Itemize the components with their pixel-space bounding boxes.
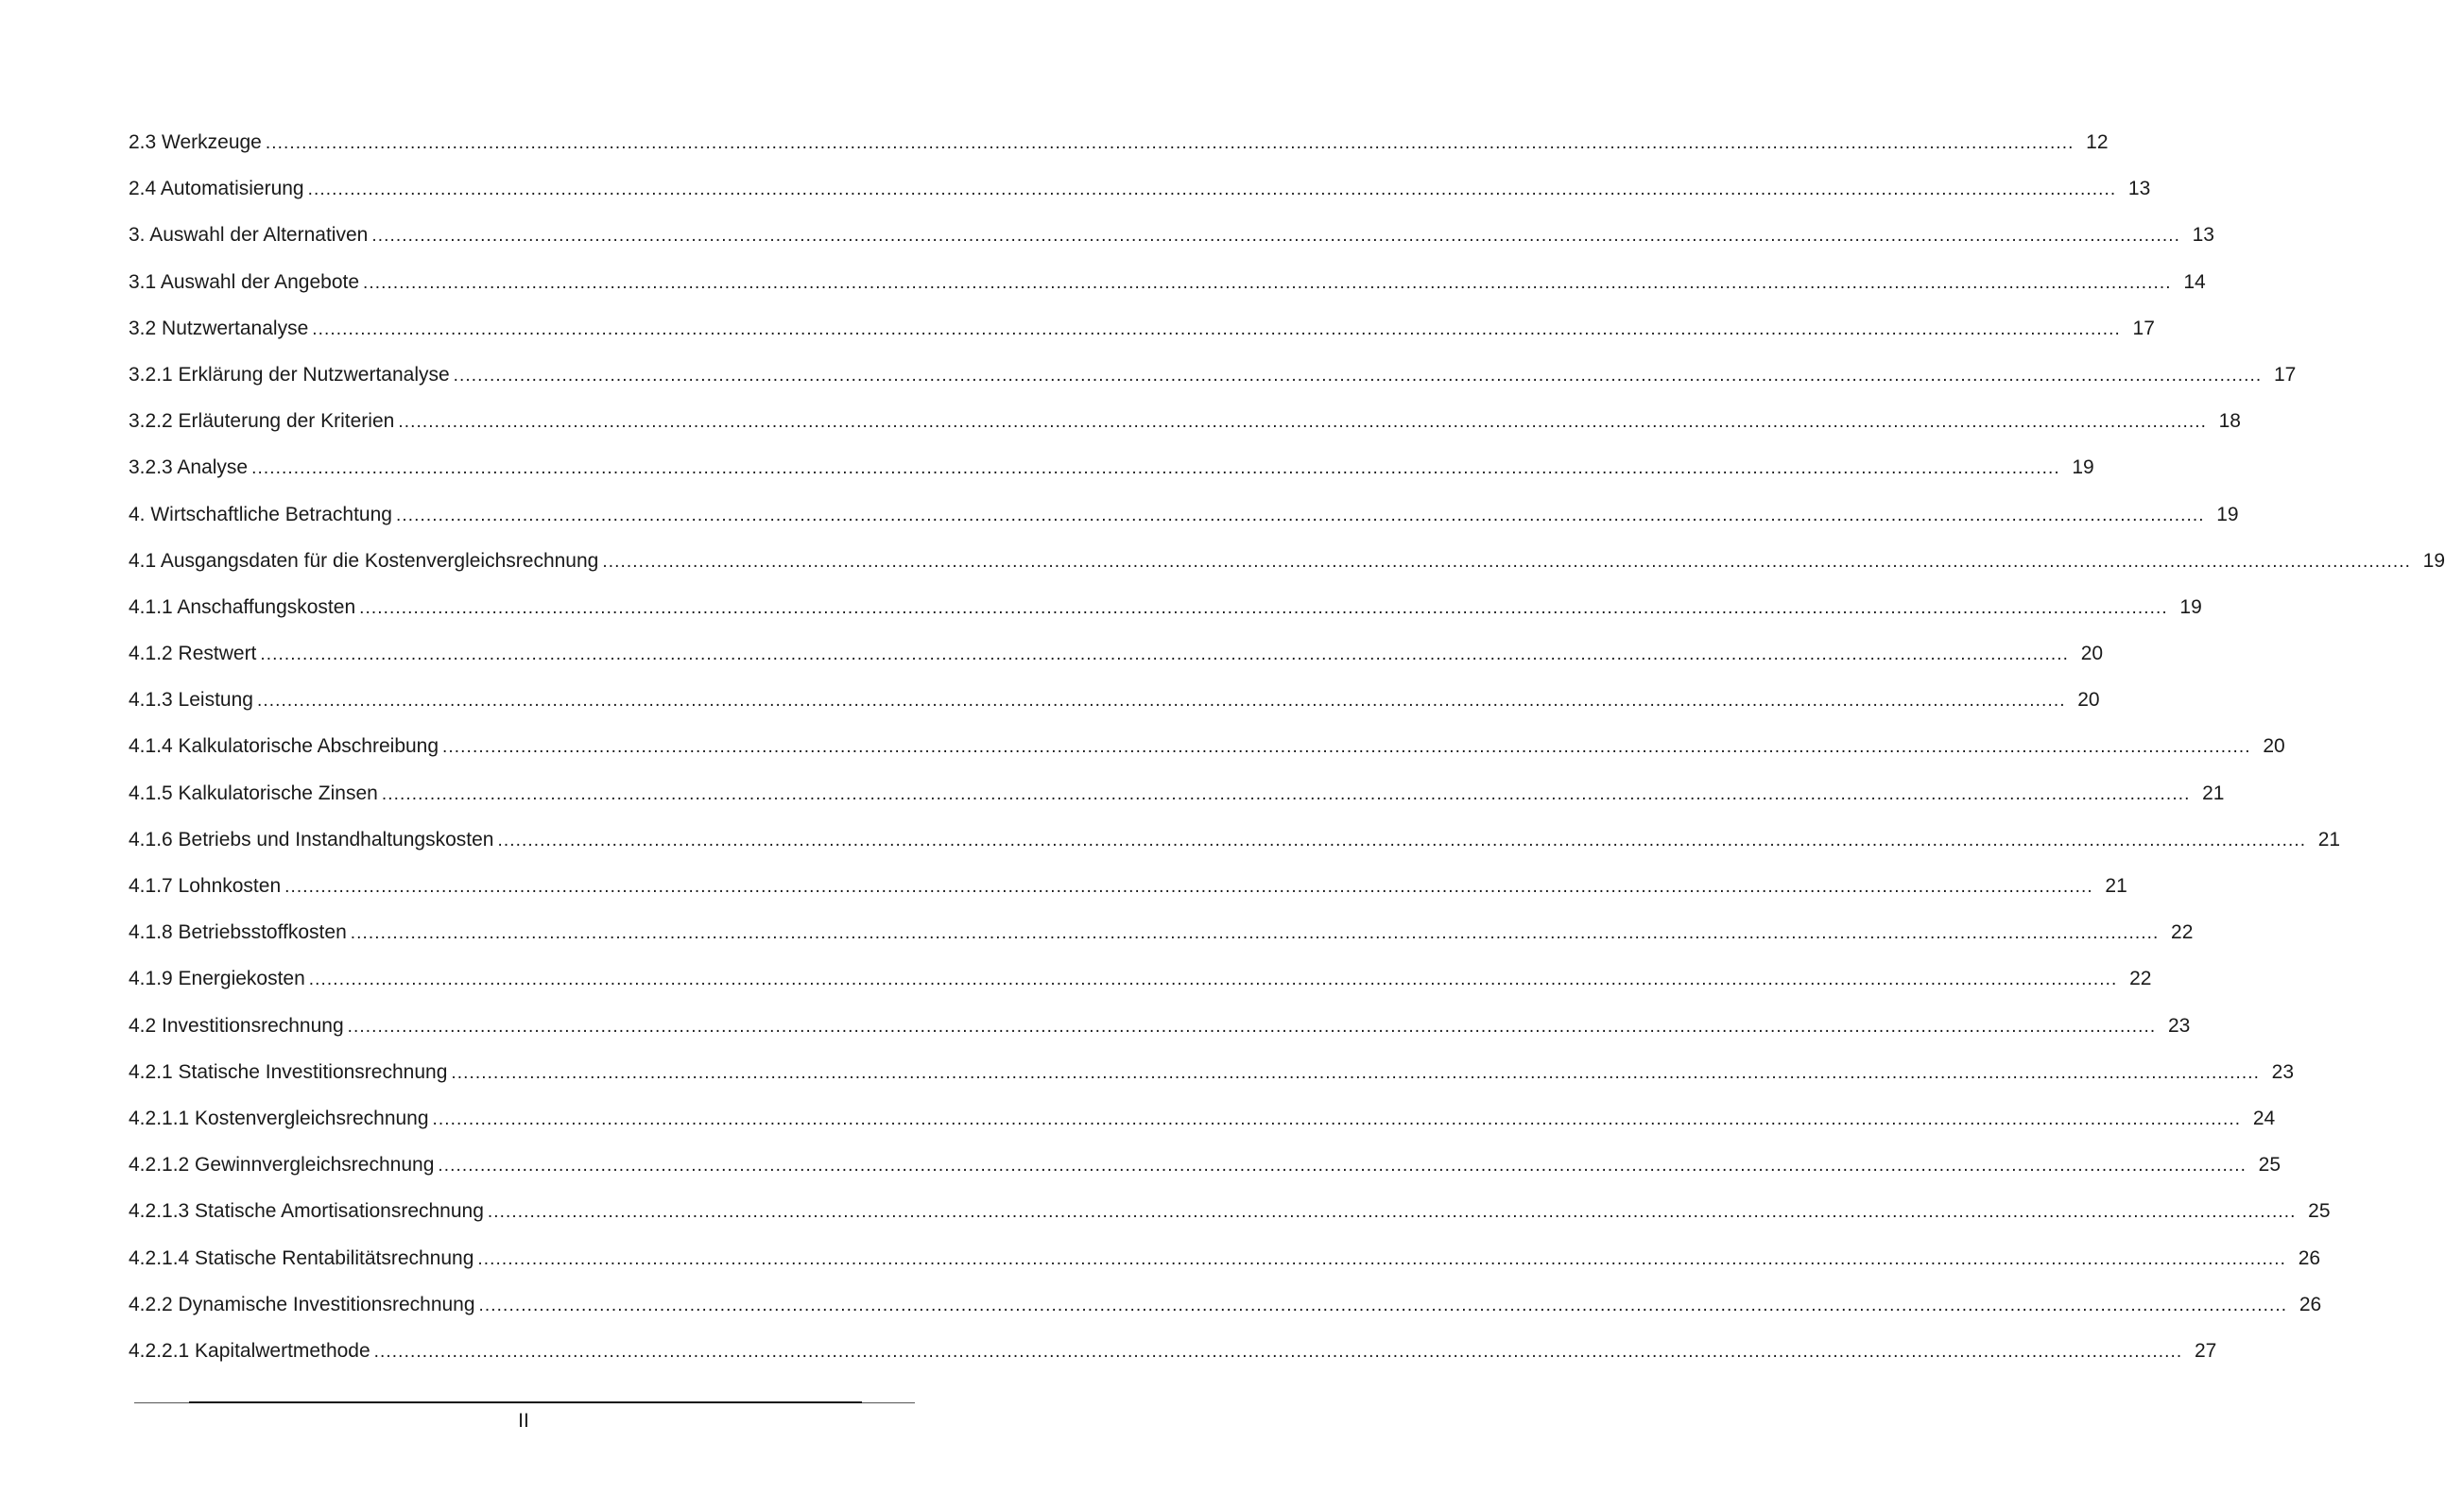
- toc-entry-page-number: 21: [2317, 828, 2341, 850]
- toc-entry-title: 2.4 Automatisierung: [129, 178, 304, 200]
- toc-entry-title: 4.2.2.1 Kapitalwertmethode: [129, 1339, 370, 1362]
- page-number: II: [518, 1410, 529, 1432]
- toc-entry-page-number: 19: [2422, 549, 2445, 572]
- toc-entry[interactable]: [129, 909, 2194, 955]
- toc-entry-title: 3. Auswahl der Alternativen: [129, 224, 369, 247]
- toc-entry-page-number: 26: [2299, 1293, 2322, 1315]
- toc-entry[interactable]: [129, 770, 2225, 816]
- toc-entry-title: 4.1.6 Betriebs und Instandhaltungskosten: [129, 828, 494, 850]
- toc-entry-title: 4.2.1.2 Gewinnvergleichsrechnung: [129, 1154, 435, 1177]
- toc-entry-page-number: 17: [2273, 363, 2297, 386]
- toc-dot-leader: ............................................................................................................................................................................................................................................................................................................: [442, 737, 2251, 758]
- toc-dot-leader: ............................................................................................................................................................................................................................................................................................................: [265, 133, 2075, 153]
- toc-entry-page-number: 20: [2077, 689, 2100, 712]
- toc-entry[interactable]: [129, 1281, 2322, 1328]
- toc-entry[interactable]: [129, 630, 2104, 677]
- toc-entry[interactable]: [129, 1188, 2331, 1234]
- toc-entry-page-number: 24: [2252, 1107, 2276, 1129]
- toc-dot-leader: ............................................................................................................................................................................................................................................................................................................: [381, 783, 2191, 804]
- toc-entry-page-number: 21: [2202, 782, 2225, 804]
- toc-entry[interactable]: [129, 119, 2109, 165]
- toc-entry[interactable]: [129, 1003, 2191, 1049]
- toc-entry-title: 4.1.8 Betriebsstoffkosten: [129, 921, 347, 944]
- toc-dot-leader: ............................................................................................................................................................................................................................................................................................................: [359, 597, 2168, 618]
- toc-entry[interactable]: [129, 491, 2239, 538]
- toc-entry-title: 4.1.7 Lohnkosten: [129, 875, 282, 897]
- toc-entry[interactable]: [129, 1328, 2217, 1374]
- toc-entry-title: 4.2.1.1 Kostenvergleichsrechnung: [129, 1107, 429, 1129]
- toc-entry[interactable]: [129, 955, 2152, 1002]
- toc-dot-leader: ............................................................................................................................................................................................................................................................................................................: [487, 1202, 2297, 1223]
- toc-dot-leader: ............................................................................................................................................................................................................................................................................................................: [371, 226, 2180, 247]
- toc-entry-page-number: 13: [2192, 224, 2214, 247]
- toc-dot-leader: ............................................................................................................................................................................................................................................................................................................: [256, 691, 2066, 712]
- toc-entry-page-number: 25: [2308, 1200, 2331, 1223]
- toc-entry-title: 3.1 Auswahl der Angebote: [129, 270, 360, 293]
- toc-entry[interactable]: [129, 444, 2094, 490]
- toc-entry-page-number: 17: [2132, 317, 2155, 339]
- toc-entry-title: 4.1 Ausgangsdaten für die Kostenvergleichsrechnung: [129, 549, 599, 572]
- toc-entry-page-number: 13: [2127, 178, 2151, 200]
- toc-entry[interactable]: [129, 305, 2155, 352]
- toc-dot-leader: ............................................................................................................................................................................................................................................................................................................: [398, 412, 2207, 433]
- toc-dot-leader: ............................................................................................................................................................................................................................................................................................................: [432, 1108, 2242, 1129]
- toc-entry-page-number: 23: [2167, 1014, 2191, 1037]
- toc-entry-page-number: 27: [2194, 1339, 2217, 1362]
- toc-entry-page-number: 23: [2271, 1060, 2295, 1083]
- toc-entry[interactable]: [129, 538, 2445, 584]
- toc-entry-title: 3.2.3 Analyse: [129, 456, 249, 479]
- toc-dot-leader: ............................................................................................................................................................................................................................................................................................................: [307, 180, 2117, 200]
- toc-dot-leader: ............................................................................................................................................................................................................................................................................................................: [453, 365, 2263, 386]
- toc-dot-leader: ............................................................................................................................................................................................................................................................................................................: [478, 1295, 2288, 1315]
- toc-entry-title: 4.2.1.4 Statische Rentabilitätsrechnung: [129, 1246, 474, 1269]
- toc-dot-leader: ............................................................................................................................................................................................................................................................................................................: [373, 1341, 2183, 1362]
- toc-entry[interactable]: [129, 1049, 2295, 1095]
- toc-entry-page-number: 25: [2258, 1154, 2281, 1177]
- toc-entry-page-number: 12: [2086, 131, 2109, 153]
- toc-entry-title: 4.2.1.3 Statische Amortisationsrechnung: [129, 1200, 484, 1223]
- toc-dot-leader: ............................................................................................................................................................................................................................................................................................................: [395, 505, 2205, 525]
- toc-entry-title: 4.2.1 Statische Investitionsrechnung: [129, 1060, 448, 1083]
- toc-entry-page-number: 14: [2183, 270, 2206, 293]
- toc-entry[interactable]: [129, 212, 2214, 258]
- toc-entry-title: 3.2.1 Erklärung der Nutzwertanalyse: [129, 363, 450, 386]
- toc-entry[interactable]: [129, 1235, 2321, 1281]
- toc-entry-page-number: 20: [2263, 735, 2285, 758]
- toc-dot-leader: ............................................................................................................................................................................................................................................................................................................: [350, 923, 2160, 944]
- toc-entry[interactable]: [129, 584, 2202, 630]
- toc-dot-leader: ............................................................................................................................................................................................................................................................................................................: [284, 877, 2093, 897]
- toc-entry[interactable]: [129, 352, 2297, 398]
- toc-dot-leader: ............................................................................................................................................................................................................................................................................................................: [308, 970, 2118, 990]
- toc-dot-leader: ............................................................................................................................................................................................................................................................................................................: [438, 1156, 2247, 1177]
- toc-dot-leader: ............................................................................................................................................................................................................................................................................................................: [347, 1016, 2157, 1037]
- toc-entry[interactable]: [129, 259, 2206, 305]
- toc-dot-leader: ............................................................................................................................................................................................................................................................................................................: [260, 644, 2070, 665]
- toc-entry-title: 4.1.2 Restwert: [129, 643, 257, 665]
- toc-entry-title: 3.2.2 Erläuterung der Kriterien: [129, 410, 395, 433]
- toc-entry[interactable]: [129, 165, 2151, 212]
- toc-dot-leader: ............................................................................................................................................................................................................................................................................................................: [602, 551, 2411, 572]
- toc-entry[interactable]: [129, 1095, 2276, 1142]
- toc-entry-title: 4.1.4 Kalkulatorische Abschreibung: [129, 735, 439, 758]
- toc-entry[interactable]: [129, 398, 2241, 444]
- toc-dot-leader: ............................................................................................................................................................................................................................................................................................................: [363, 272, 2172, 293]
- toc-entry-title: 4.2 Investitionsrechnung: [129, 1014, 344, 1037]
- toc-entry-title: 2.3 Werkzeuge: [129, 131, 262, 153]
- toc-entry-page-number: 19: [2072, 456, 2094, 479]
- toc-entry-page-number: 20: [2080, 643, 2104, 665]
- toc-entry[interactable]: [129, 816, 2341, 863]
- toc-entry[interactable]: [129, 863, 2127, 909]
- toc-entry-title: 4. Wirtschaftliche Betrachtung: [129, 503, 392, 525]
- toc-entry-title: 4.1.5 Kalkulatorische Zinsen: [129, 782, 378, 804]
- toc-entry-title: 4.1.3 Leistung: [129, 689, 253, 712]
- toc-entry-page-number: 19: [2216, 503, 2239, 525]
- toc-entry[interactable]: [129, 723, 2285, 769]
- toc-dot-leader: ............................................................................................................................................................................................................................................................................................................: [477, 1248, 2287, 1269]
- toc-entry-title: 3.2 Nutzwertanalyse: [129, 317, 309, 339]
- toc-entry[interactable]: [129, 1142, 2281, 1188]
- toc-entry-page-number: 19: [2179, 595, 2202, 618]
- toc-entry-title: 4.1.1 Anschaffungskosten: [129, 595, 356, 618]
- toc-entry-page-number: 21: [2105, 875, 2127, 897]
- toc-entry[interactable]: [129, 677, 2100, 723]
- toc-entry-page-number: 22: [2129, 968, 2152, 990]
- toc-dot-leader: ............................................................................................................................................................................................................................................................................................................: [451, 1062, 2261, 1083]
- toc-entry-page-number: 26: [2298, 1246, 2321, 1269]
- toc-entry-page-number: 18: [2218, 410, 2241, 433]
- toc-entry-title: 4.2.2 Dynamische Investitionsrechnung: [129, 1293, 475, 1315]
- toc-dot-leader: ............................................................................................................................................................................................................................................................................................................: [251, 458, 2060, 479]
- table-of-contents: [129, 119, 2445, 1374]
- toc-dot-leader: ............................................................................................................................................................................................................................................................................................................: [497, 830, 2307, 850]
- toc-dot-leader: ............................................................................................................................................................................................................................................................................................................: [312, 318, 2121, 339]
- toc-entry-page-number: 22: [2171, 921, 2194, 944]
- toc-entry-title: 4.1.9 Energiekosten: [129, 968, 305, 990]
- footer-divider-bold: [189, 1401, 862, 1403]
